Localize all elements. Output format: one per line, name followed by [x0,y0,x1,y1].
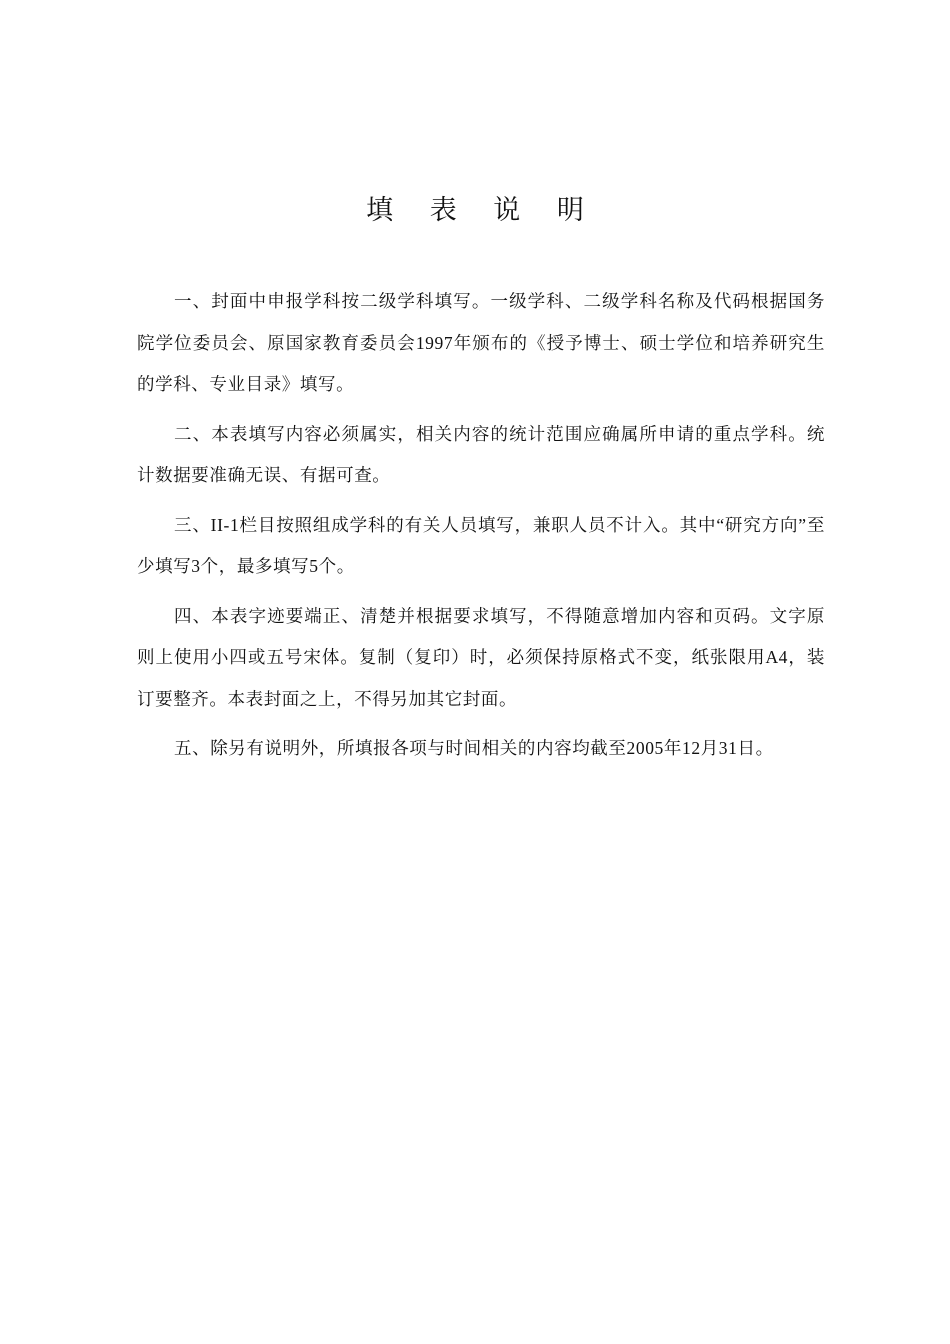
instruction-item-3: 三、II-1栏目按照组成学科的有关人员填写，兼职人员不计入。其中“研究方向”至少填写3个，最多填写5个。 [137,514,825,576]
page-title: 填 表 说 明 [366,195,598,226]
instruction-item-5: 五、除另有说明外，所填报各项与时间相关的内容均截至2005年12月31日。 [174,738,774,758]
instruction-item-2: 二、本表填写内容必须属实，相关内容的统计范围应确属所申请的重点学科。统计数据要准确无误、有据可查。 [137,423,825,485]
instructions-body [137,281,825,778]
instruction-item-4: 四、本表字迹要端正、清楚并根据要求填写，不得随意增加内容和页码。文字原则上使用小四或五号宋体。复制（复印）时，必须保持原格式不变，纸张限用A4，装订要整齐。本表封面之上，不得另加其它封面。 [137,605,825,709]
instruction-item-1: 一、封面中申报学科按二级学科填写。一级学科、二级学科名称及代码根据国务院学位委员会、原国家教育委员会1997年颁布的《授予博士、硕士学位和培养研究生的学科、专业目录》填写。 [137,291,825,394]
